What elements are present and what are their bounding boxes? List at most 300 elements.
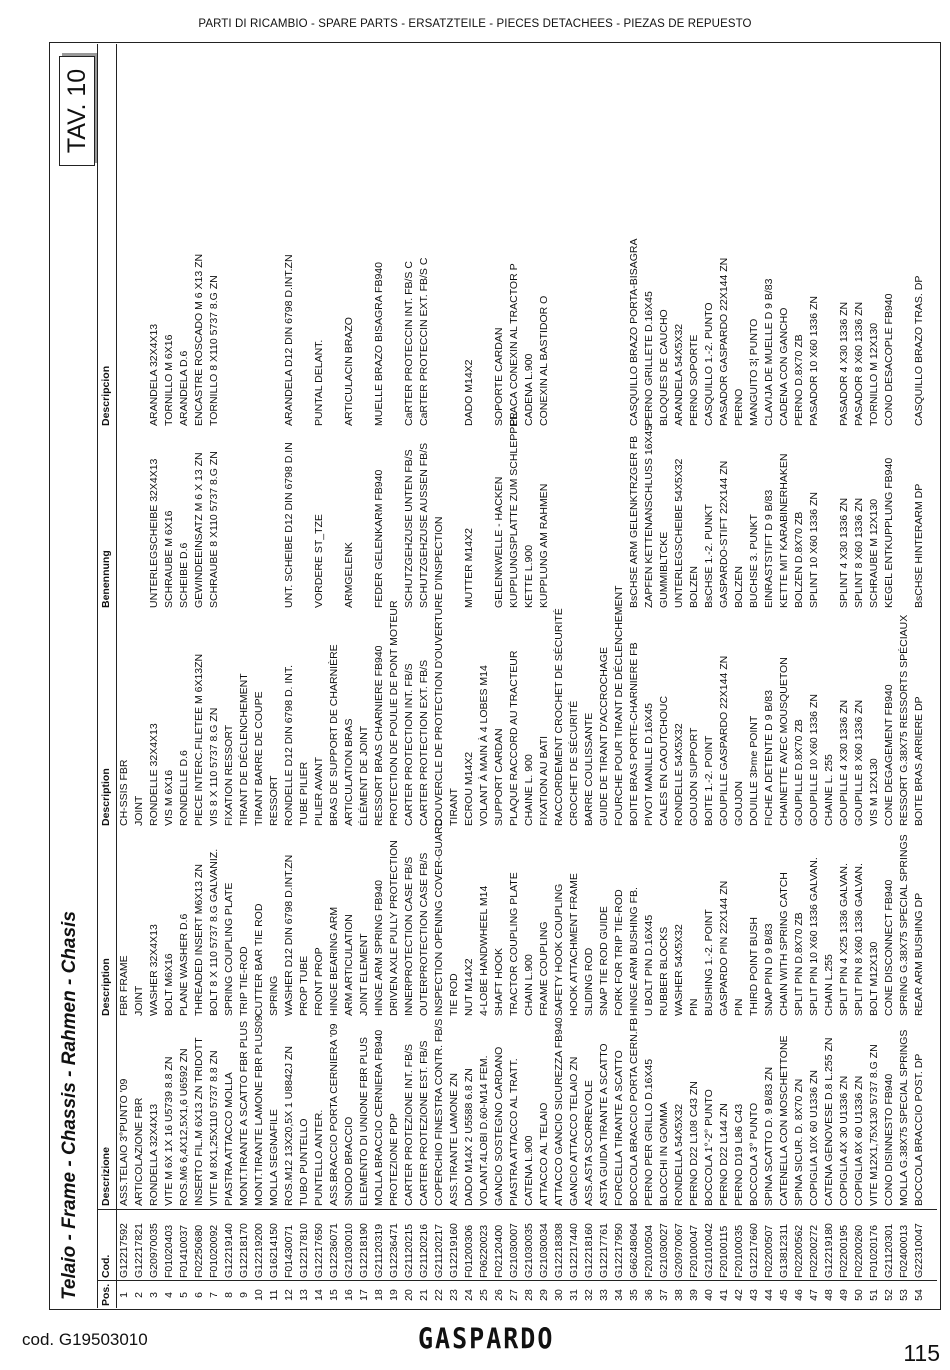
row-pos: 1 (118, 1292, 130, 1298)
row-description-fr: ÉLÉMENT DE JOINT (358, 725, 370, 826)
row-description-en: TRIP TIE-ROD (238, 946, 250, 1016)
table-row (582, 44, 597, 1308)
row-description-en: SNAP TIE ROD GUIDE (598, 906, 610, 1016)
row-pos: 13 (298, 1289, 310, 1301)
row-benennung: BOLZEN D.8X70 ZB (793, 511, 805, 608)
row-code: G22310047 (913, 1223, 925, 1278)
row-benennung: SPLINT 8 X60 1336 ZN (853, 497, 865, 608)
row-descrizione: MOLLA SEGNAFILE (268, 1109, 280, 1206)
row-benennung: BOLZEN (733, 565, 745, 608)
page-header: PARTI DI RICAMBIO - SPARE PARTS - ERSATZTEILE - PIECES DETACHEES - PIEZAS DE REPUESTO (198, 18, 752, 30)
row-descrizione: CATENA GENOVESE D.8 L.255 ZN (823, 1037, 835, 1206)
row-code: G12217440 (568, 1223, 580, 1278)
row-descrizione: PROTEZIONE PDP (388, 1113, 400, 1206)
row-code: G12219180 (823, 1223, 835, 1278)
row-descrizione: ASS.TIRANTE LAMONE ZN (448, 1072, 460, 1206)
row-code: G12218190 (358, 1223, 370, 1278)
table-row (567, 44, 582, 1308)
row-description-fr: RESSORT (268, 775, 280, 826)
row-benennung: SCHEIBE D.6 (178, 542, 190, 608)
row-descrizione: ATTACCO AL TELAIO (538, 1102, 550, 1206)
row-descrizione: PUNTELLO ANTER. (313, 1109, 325, 1206)
row-descrizione: RONDELLA 54X5X32 (673, 1103, 685, 1206)
row-description-fr: CARTER PROTECTION EXT. FB/S (418, 659, 430, 826)
row-pos: 18 (373, 1289, 385, 1301)
row-description-fr: CALES EN CAOUTCHOUC (658, 695, 670, 826)
row-benennung: UNTERLEGSCHEIBE 54X5X32 (673, 458, 685, 608)
row-code: F01020092 (208, 1224, 220, 1278)
row-pos: 12 (283, 1289, 295, 1301)
table-row (282, 44, 297, 1308)
row-code: F02200272 (808, 1224, 820, 1278)
row-description-en: SAFETY HOOK COUPLING (553, 883, 565, 1016)
row-code: F20100035 (733, 1224, 745, 1278)
row-descripcion: CLAVIJA DE MUELLE D 9 B/83 (763, 278, 775, 426)
row-code: G12217660 (748, 1223, 760, 1278)
row-description-fr: COUVERCLE DE PROTECTION D'OUVERTURE D'INSPECTION (433, 516, 445, 826)
row-description-fr: GOUPILLE 4 X30 1336 ZN (838, 699, 850, 826)
row-pos: 23 (448, 1289, 460, 1301)
table-row (162, 44, 177, 1308)
row-description-en: TIE ROD (448, 973, 460, 1016)
row-description-fr: CARTER PROTECTION INT. FB/S (403, 663, 415, 826)
row-description-fr: CONE DEGAGEMENT FB940 (883, 684, 895, 826)
row-benennung: GUMMIBLTCKE (658, 531, 670, 608)
row-descripcion: CASQUILLO BRAZO PORTA-BISAGRA (628, 238, 640, 426)
row-code: F02120400 (493, 1224, 505, 1278)
table-row (627, 44, 642, 1308)
row-descrizione: ASS.TELAIO 3°PUNTO '09 (118, 1078, 130, 1206)
row-descripcion: CASQUILLO BRAZO TRAS. DP (913, 275, 925, 426)
row-descripcion: TORNILLO 8 X110 5737 8.G ZN (208, 275, 220, 426)
row-benennung: SCHRAUBE M 12X130 (868, 498, 880, 608)
row-pos: 48 (823, 1289, 835, 1301)
row-code: G12219160 (448, 1223, 460, 1278)
row-pos: 30 (553, 1289, 565, 1301)
table-row (837, 44, 852, 1308)
row-pos: 20 (403, 1289, 415, 1301)
row-description-en: BOLT M6X16 (163, 953, 175, 1016)
table-row (222, 44, 237, 1308)
row-description-fr: CHAINE L. 255 (823, 754, 835, 826)
row-code: G20970035 (148, 1223, 160, 1278)
row-benennung: SPLINT 4 X30 1336 ZN (838, 497, 850, 608)
row-code: G21030010 (343, 1223, 355, 1278)
table-row (327, 44, 342, 1308)
table-row (717, 44, 732, 1308)
row-description-fr: CH-SSIS FBR (118, 759, 130, 826)
row-code: F01020176 (868, 1224, 880, 1278)
table-row (882, 44, 897, 1308)
row-descripcion: TORNILLO M 12X130 (868, 322, 880, 426)
row-code: F20100047 (688, 1224, 700, 1278)
header-pos: Pos. (100, 1283, 112, 1306)
row-description-fr: PLAQUE RACCORD AU TRACTEUR (508, 650, 520, 826)
header-benennung: Benennung (100, 550, 112, 608)
row-descrizione: MOLLA BRACCIO CERNIERA FB940 (373, 1029, 385, 1206)
row-description-en: PIN (688, 998, 700, 1016)
row-benennung: KEGEL ENTKUPPLUNG FB940 (883, 457, 895, 608)
row-description-fr: FICHE A DETENTE D 9 B/83 (763, 690, 775, 826)
row-descripcion: MANGUITO 3¦ PUNTO (748, 318, 760, 426)
row-descrizione: VOLANT.4LOBI D.60-M14 FEM. (478, 1055, 490, 1206)
table-row (537, 44, 552, 1308)
row-pos: 31 (568, 1289, 580, 1301)
row-description-fr: GOUJON (733, 781, 745, 826)
row-code: F02400013 (898, 1224, 910, 1278)
row-pos: 46 (793, 1289, 805, 1301)
row-description-en: CHAIN WITH SPRING CATCH (778, 872, 790, 1016)
row-pos: 7 (208, 1292, 220, 1298)
row-descrizione: CATENA L.900 (523, 1135, 535, 1206)
table-row (237, 44, 252, 1308)
row-description-en: OUTERPROTECTION CASE FB/S (418, 852, 430, 1016)
table-row (387, 44, 402, 1308)
row-pos: 8 (223, 1292, 235, 1298)
row-descripcion: MUELLE BRAZO BISAGRA FB940 (373, 262, 385, 426)
row-descrizione: CONO DISINNESTO FB940 (883, 1073, 895, 1206)
row-benennung: SPLINT 10 X60 1336 ZN (808, 492, 820, 608)
row-descrizione: SPINA SCATTO D. 9 B/83 ZN (763, 1066, 775, 1206)
header-descrizione: Descrizione (100, 1147, 112, 1206)
row-pos: 49 (838, 1289, 850, 1301)
row-code: G21030007 (508, 1223, 520, 1278)
row-descripcion: PASADOR 8 X60 1336 ZN (853, 301, 865, 426)
row-descripcion: CONO DESACOPLE FB940 (883, 293, 895, 426)
row-description-en: WASHER D12 DIN 6798 D.INT.ZN (283, 854, 295, 1016)
row-description-fr: CHAINETTE AVEC MOUSQUETON (778, 657, 790, 826)
row-descripcion: ARANDELA 54X5X32 (673, 323, 685, 426)
row-description-en: THIRD POINT BUSH (748, 917, 760, 1016)
row-description-en: INNERPROTECTION CASE FB/S (403, 856, 415, 1016)
row-code: G12218170 (238, 1223, 250, 1278)
row-code: G12219140 (223, 1223, 235, 1278)
row-description-en: SPRING (268, 975, 280, 1016)
table-row (762, 44, 777, 1308)
row-pos: 52 (883, 1289, 895, 1301)
table-number-box: TAV. 10 (59, 56, 95, 166)
row-pos: 3 (148, 1292, 160, 1298)
row-benennung: UNTERLEGSCHEIBE 32X4X13 (148, 458, 160, 608)
row-pos: 37 (658, 1289, 670, 1301)
row-pos: 24 (463, 1289, 475, 1301)
row-description-en: FBR FRAME (118, 955, 130, 1016)
row-description-fr: ARTICULATION BRAS (343, 718, 355, 826)
row-descrizione: PERNO D19 L86 C43 (733, 1103, 745, 1206)
row-description-fr: TIRANT BARRE DE COUPE (253, 691, 265, 826)
row-code: G21010042 (703, 1223, 715, 1278)
row-code: G21030035 (523, 1223, 535, 1278)
row-descrizione: ROS.M6 6,4X12,5X1,6 U6592 ZN (178, 1048, 190, 1206)
row-descripcion: ENCASTRE ROSCADO M 6 X13 ZN (193, 253, 205, 426)
row-descrizione: ASS.BRACCIO PORTA CERNIERA '09 (328, 1023, 340, 1206)
row-description-en: SLIDING ROD (583, 947, 595, 1016)
row-code: G12236471 (388, 1223, 400, 1278)
row-descrizione: ROS.M12 13X20,5X 1 U8842J ZN (283, 1046, 295, 1206)
table-row (552, 44, 567, 1308)
row-descripcion: ARANDELA 32X4X13 (148, 323, 160, 426)
table-row (732, 44, 747, 1308)
table-row (177, 44, 192, 1308)
table-row (117, 44, 132, 1308)
table-row (642, 44, 657, 1308)
row-code: G12217592 (118, 1223, 130, 1278)
row-benennung: MUTTER M14X2 (463, 528, 475, 608)
row-description-fr: GOUPILLE 8 X60 1336 ZN (853, 699, 865, 826)
row-description-en: HINGE BEARING ARM (328, 906, 340, 1016)
row-pos: 39 (688, 1289, 700, 1301)
row-descripcion: ARANDELA D12 DIN 6798 D.INT.ZN (283, 254, 295, 426)
row-descripcion: PERNO (733, 388, 745, 426)
table-row (822, 44, 837, 1308)
row-descrizione: RONDELLA 32X4X13 (148, 1103, 160, 1206)
row-code: G12217650 (313, 1223, 325, 1278)
table-row (867, 44, 882, 1308)
row-description-en: SPLIT PIN D.8X70 ZB (793, 912, 805, 1016)
row-description-en: RUBBER BLOCKS (658, 926, 670, 1016)
row-code: F02200195 (838, 1224, 850, 1278)
row-pos: 22 (433, 1289, 445, 1301)
row-code: G21030034 (538, 1223, 550, 1278)
header-descripcion: Descripcion (100, 365, 112, 426)
row-pos: 36 (643, 1289, 655, 1301)
row-benennung: KETTE L.900 (523, 544, 535, 608)
row-descripcion: PASADOR GASPARDO 22X144 ZN (718, 257, 730, 426)
table-row (687, 44, 702, 1308)
table-row (597, 44, 612, 1308)
row-descripcion: ARTICULACIN BRAZO (343, 317, 355, 426)
row-description-en: JOINT ELEMENT (358, 933, 370, 1016)
row-benennung: FEDER GELENKARM FB940 (373, 469, 385, 608)
row-description-fr: BOITE BRAS PORTE-CHARNIERE FB (628, 642, 640, 826)
table-row (612, 44, 627, 1308)
row-pos: 54 (913, 1289, 925, 1301)
row-descrizione: VITE M12X1,75X130 5737 8.G ZN (868, 1044, 880, 1206)
row-descripcion: PASADOR 10 X60 1336 ZN (808, 296, 820, 426)
row-benennung: SCHRAUBE 8 X110 5737 8.G ZN (208, 451, 220, 608)
row-description-en: JOINT (133, 985, 145, 1016)
row-description-en: FRONT PROP (313, 947, 325, 1016)
row-benennung: SCHUTZGEHZUSE AUSSEN FB/S (418, 442, 430, 608)
row-description-fr: GOUPILLE D.8X70 ZB (793, 719, 805, 826)
table-row (402, 44, 417, 1308)
row-code: G21120217 (433, 1223, 445, 1278)
row-benennung: UNT. SCHEIBE D12 DIN 6798 D.IN (283, 442, 295, 608)
row-description-en: U BOLT PIN D.16X45 (643, 914, 655, 1016)
row-description-en: WASHER 54X5X32 (673, 924, 685, 1016)
row-code: F06220023 (478, 1224, 490, 1278)
row-pos: 44 (763, 1289, 775, 1301)
row-descrizione: VITE M 8X1,25X110 5737 8.8 ZN (208, 1050, 220, 1206)
row-description-en: REAR ARM BUSHING DP (913, 892, 925, 1016)
row-descripcion: CADENA L.900 (523, 353, 535, 426)
row-description-en: CUTTER BAR TIE ROD (253, 903, 265, 1016)
table-row (507, 44, 522, 1308)
row-description-en: THREADED INSERT M6X13 ZN (193, 864, 205, 1016)
header-description-fr: Description (100, 768, 112, 826)
row-description-fr: VIS M 12X130 (868, 758, 880, 826)
header-cod: Cod. (100, 1254, 112, 1278)
row-descripcion: TORNILLO M 6X16 (163, 334, 175, 426)
row-descripcion: PUNTAL DELANT. (313, 339, 325, 426)
row-description-fr: PIVOT MANILLE D.16X45 (643, 703, 655, 826)
row-pos: 50 (853, 1289, 865, 1301)
row-description-en: GASPARDO PIN 22X144 ZN (718, 880, 730, 1016)
table-row (297, 44, 312, 1308)
row-code: F02200562 (793, 1224, 805, 1278)
row-descripcion: CASQUILLO 1.-2. PUNTO (703, 302, 715, 426)
row-descrizione: BOCCOLA BRACCIO POST. DP (913, 1053, 925, 1206)
row-code: G12217950 (613, 1223, 625, 1278)
row-descripcion: PERNO SOPORTE (688, 334, 700, 426)
table-row (267, 44, 282, 1308)
row-pos: 40 (703, 1289, 715, 1301)
row-code: F02200260 (853, 1224, 865, 1278)
table-row (132, 44, 147, 1308)
row-descripcion: ARANDELA D.6 (178, 350, 190, 426)
table-row (492, 44, 507, 1308)
row-descripcion: CaRTER PROTECCIN INT. FB/S C (403, 261, 415, 426)
table-row (777, 44, 792, 1308)
row-benennung: GASPARDO-STIFT 22X144 ZN (718, 460, 730, 608)
row-descrizione: BOCCOLA BRACCIO PORTA CERN.FB (628, 1017, 640, 1206)
table-row (147, 44, 162, 1308)
row-description-en: FRAME COUPLING (538, 921, 550, 1016)
table-row (357, 44, 372, 1308)
table-row (807, 44, 822, 1308)
table-row (792, 44, 807, 1308)
rotated-parts-table (51, 44, 939, 1308)
table-row (852, 44, 867, 1308)
row-description-en: NUT M14X2 (463, 958, 475, 1016)
table-row (462, 44, 477, 1308)
row-description-en: 4-LOBE HANDWHEEL M14 (478, 885, 490, 1016)
row-description-fr: VIS 8 X 110 5737 8.G ZN (208, 707, 220, 826)
row-description-fr: DOUILLE 3Þme POINT (748, 715, 760, 826)
table-row (417, 44, 432, 1308)
row-description-en: CONE DISCONNECT FB940 (883, 879, 895, 1016)
row-description-fr: PROTECTION DE POULIE DE PONT MOTEUR (388, 600, 400, 826)
row-pos: 26 (493, 1289, 505, 1301)
row-description-fr: RACCORDEMENT CROCHET DE SÉCURITÉ (553, 608, 565, 826)
row-descrizione: INSERTO FIL.M 6X13 ZN TRIDOTT (193, 1037, 205, 1206)
row-pos: 28 (523, 1289, 535, 1301)
row-pos: 15 (328, 1289, 340, 1301)
row-code: F20100504 (643, 1224, 655, 1278)
row-descripcion: PLACA CONEXIN AL TRACTOR P (508, 263, 520, 426)
row-pos: 38 (673, 1289, 685, 1301)
row-code: F01410037 (178, 1224, 190, 1278)
row-description-en: CHAIN L.900 (523, 954, 535, 1016)
row-description-en: INSPECTION OPENING COVER-GUARD (433, 818, 445, 1016)
row-description-fr: FIXATION RESSORT (223, 724, 235, 826)
row-descrizione: PERNO D22 L108 C43 ZN (688, 1081, 700, 1206)
row-descrizione: PERNO PER GRILLO D.16X45 (643, 1058, 655, 1206)
row-description-en: DRIVEN AXLE PULLY PROTECTION (388, 840, 400, 1016)
row-code: G66248064 (628, 1223, 640, 1278)
header-description-en: Description (100, 958, 112, 1016)
row-code: F01430071 (283, 1224, 295, 1278)
row-descrizione: PIASTRA ATTACCO AL TRATT. (508, 1058, 520, 1206)
row-descrizione: MOLLA G.38X75 SPECIAL SPRINGS (898, 1029, 910, 1206)
row-pos: 4 (163, 1292, 175, 1298)
row-pos: 53 (898, 1289, 910, 1301)
row-description-fr: RONDELLE D12 DIN 6798 D. INT. (283, 664, 295, 826)
row-pos: 34 (613, 1289, 625, 1301)
row-descrizione: PIASTRA ATTACCO MOLLA (223, 1072, 235, 1206)
row-description-fr: BRAS DE SUPPORT DE CHARNIÈRE (328, 644, 340, 826)
row-descripcion: PERNO GRILLETE D.16X45 (643, 291, 655, 426)
row-descrizione: VITE M 6X 1X 16 U5739 8.8 ZN (163, 1056, 175, 1206)
row-description-en: CHAIN L.255 (823, 954, 835, 1016)
row-pos: 14 (313, 1289, 325, 1301)
row-pos: 21 (418, 1289, 430, 1301)
row-description-fr: BOITE 1.-2. POINT (703, 735, 715, 826)
row-pos: 33 (598, 1289, 610, 1301)
row-benennung: EINRASTSTIFT D 9 B/83 (763, 489, 775, 608)
row-description-en: HINGE ARM BUSHING FB. (628, 887, 640, 1016)
page-footer (0, 1318, 950, 1368)
row-benennung: SCHUTZGEHZUSE UNTEN FB/S (403, 449, 415, 608)
row-descripcion: CADENA CON GANCHO (778, 307, 790, 426)
row-descripcion: BLOQUES DE CAUCHO (658, 309, 670, 426)
row-pos: 41 (718, 1289, 730, 1301)
row-description-fr: RONDELLE 54X5X32 (673, 723, 685, 826)
row-benennung: SCHRAUBE M 6X16 (163, 510, 175, 608)
row-descripcion: CONEXIN AL BASTIDOR O (538, 295, 550, 426)
row-descrizione: CARTER PROTEZIONE INT. FB/S (403, 1044, 415, 1206)
page-number: 115 (903, 1340, 940, 1366)
row-pos: 16 (343, 1289, 355, 1301)
row-descrizione: SPINA SICUR. D. 8X70 ZN (793, 1078, 805, 1206)
row-description-en: SNAP PIN D 9 B/83 (763, 923, 775, 1016)
row-descrizione: ELEMENTO DI UNIONE FBR PLUS (358, 1036, 370, 1206)
gaspardo-logo: GASPARDO (418, 1321, 555, 1356)
row-pos: 45 (778, 1289, 790, 1301)
row-code: F02200507 (763, 1224, 775, 1278)
row-code: G20970067 (673, 1223, 685, 1278)
row-description-fr: BARRE COULISSANTE (583, 712, 595, 826)
table-header (97, 44, 117, 1308)
row-descrizione: TUBO PUNTELLO (298, 1118, 310, 1206)
table-row (432, 44, 447, 1308)
row-description-en: HOOK ATTACHMENT FRAME (568, 873, 580, 1016)
row-descrizione: COPERCHIO FINESTRA CONTR. FB/S (433, 1018, 445, 1206)
row-description-fr: GOUJON SUPPORT (688, 727, 700, 826)
row-benennung: BsCHSE HINTERARM DP (913, 483, 925, 608)
table-row (657, 44, 672, 1308)
row-pos: 27 (508, 1289, 520, 1301)
row-descrizione: BOCCOLA 3° PUNTO (748, 1102, 760, 1206)
table-row (477, 44, 492, 1308)
row-description-en: SPRING COUPLING PLATE (223, 882, 235, 1016)
row-pos: 2 (133, 1292, 145, 1298)
row-description-en: BOLT M12X130 (868, 941, 880, 1016)
table-row (312, 44, 327, 1308)
row-code: F20100115 (718, 1225, 730, 1278)
parts-table (97, 44, 937, 1308)
row-description-en: SPLIT PIN 10 X60 1336 GALVAN. (808, 857, 820, 1016)
row-descrizione: COPIGLIA 10X 60 U1336 ZN (808, 1070, 820, 1206)
row-description-fr: ECROU M14X2 (463, 751, 475, 826)
table-row (897, 44, 912, 1308)
row-descripcion: PASADOR 4 X30 1336 ZN (838, 301, 850, 426)
row-description-fr: CROCHET DE SÉCURITÉ (568, 700, 580, 826)
row-descrizione: MONT.TIRANTE LAMONE FBR PLUS09 (253, 1015, 265, 1206)
row-descrizione: CATENELLA CON MOSCHETTONE (778, 1035, 790, 1206)
row-description-fr: VOLANT À MAIN À 4 LOBES M14 (478, 665, 490, 826)
row-descrizione: ASTA GUIDA TIRANTE A SCATTO (598, 1043, 610, 1206)
